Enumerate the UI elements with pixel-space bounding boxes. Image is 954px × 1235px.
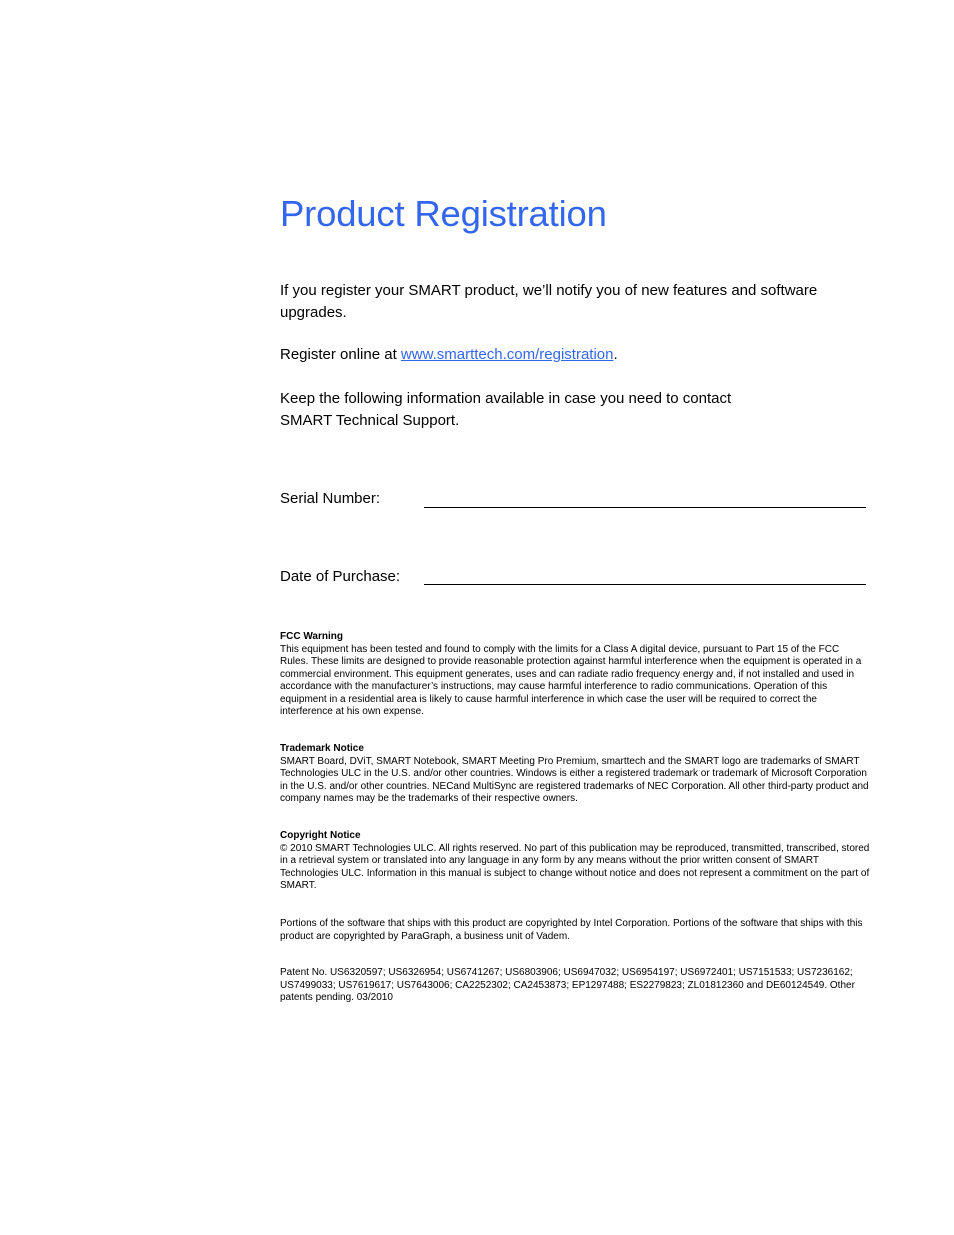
fcc-warning-heading: FCC Warning [280,631,343,642]
keep-info-paragraph [280,388,855,432]
fcc-warning-text: This equipment has been tested and found to comply with the limits for a Class A digital device, pursuant to Part 15 of the FCC Rules. These limits are designed to provide reasonable protection against harmful interference when the equipment is operated in a commercial environment. This equipment generates, uses and can radiate radio frequency energy and, if not installed and used in accordance with the manufacturer’s instructions, may cause harmful interference to radio communications. Operation of this equipment in a residential area is likely to cause harmful interference in which case the user will be required to correct the interference at his own expense. [280,643,862,717]
fcc-warning [280,631,870,719]
register-suffix: . [613,346,618,363]
portions-notice: Portions of the software that ships with this product are copyrighted by Intel Corporation. Portions of the software that ships with this product are copyrighted by ParaGraph, a business unit of Vadem. [280,918,863,942]
date-of-purchase-line [424,584,866,585]
trademark-notice-heading: Trademark Notice [280,743,364,754]
trademark-notice [280,743,870,806]
serial-number-label: Serial Number: [280,490,381,507]
registration-link[interactable]: www.smarttech.com/registration [400,346,614,363]
serial-number-line [424,507,866,508]
register-prefix: Register online at [280,346,401,363]
copyright-notice-heading: Copyright Notice [280,830,361,841]
date-of-purchase-label: Date of Purchase: [280,568,401,585]
copyright-notice [280,830,870,893]
keep-info-line-2: SMART Technical Support. [280,412,460,429]
trademark-notice-text: SMART Board, DViT, SMART Notebook, SMART Meeting Pro Premium, smarttech and the SMART logo are trademarks of SMART Technologies ULC in the U.S. and/or other countries. Windows is either a registered trademark or trademark of Microsoft Corporation in the U.S. and/or other countries. NECand MultiSync are registered trademarks of NEC Corporation. All other third-party product and company names may be the trademarks of their respective owners. [280,755,869,804]
keep-info-line-1: Keep the following information available in case you need to contact [280,390,732,407]
register-paragraph [280,344,855,366]
copyright-notice-text: © 2010 SMART Technologies ULC. All rights reserved. No part of this publication may be reproduced, transmitted, transcribed, stored in a retrieval system or translated into any language in any form by any means without the prior written consent of SMART Technologies ULC. Information in this manual is subject to change without notice and does not represent a commitment on the part of SMART. [280,842,870,891]
page-title: Product Registration [280,193,607,234]
patent-notice: Patent No. US6320597; US6326954; US6741267; US6803906; US6947032; US6954197; US6972401; US7151533; US7236162; US7499033; US7619617; US7643006; CA2252302; CA2453873; EP1297488; ES2279823; ZL01812360 and DE60124549. Other patents pending. 03/2010 [280,967,855,1003]
intro-paragraph: If you register your SMART product, we’ll notify you of new features and software upgrades. [280,282,818,321]
